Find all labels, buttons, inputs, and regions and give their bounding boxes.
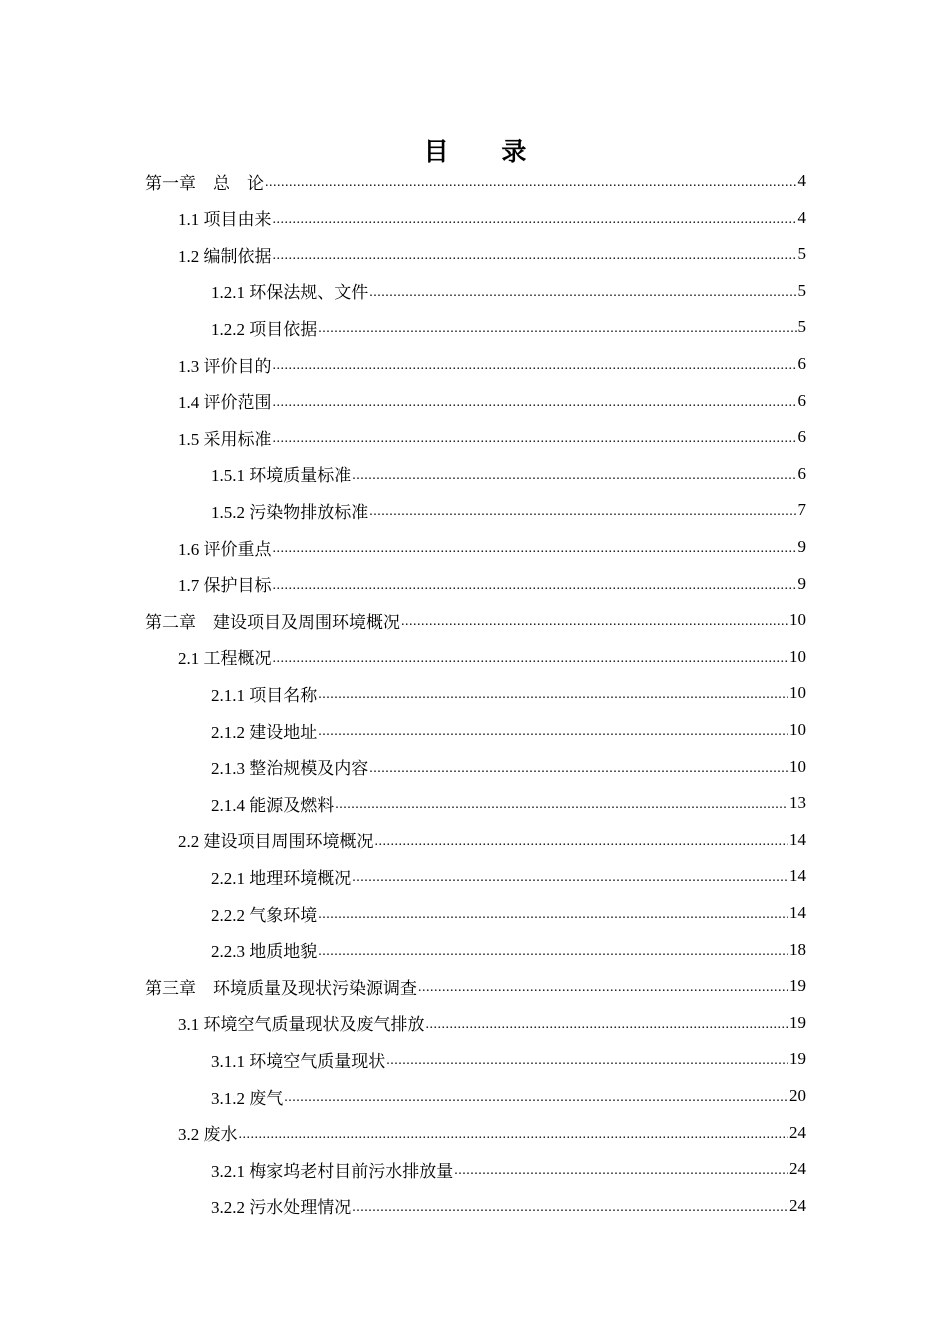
toc-entry-label: 2.2.3 地质地貌 [211,942,318,962]
toc-entry-label: 1.2.2 项目依据 [211,319,318,339]
toc-leader-dots [352,870,788,886]
toc-leader-dots [352,468,796,484]
toc-leader-dots [369,285,796,301]
toc-entry[interactable] [178,236,806,272]
toc-entry-label: 1.4 评价范围 [178,393,272,413]
toc-entry-page: 10 [789,646,806,666]
toc-entry-label: 2.1.1 项目名称 [211,685,318,705]
toc-entry[interactable] [178,566,806,602]
toc-entry-label: 2.1.3 整治规模及内容 [211,759,369,779]
toc-entry[interactable] [178,822,806,858]
toc-entry-label: 1.6 评价重点 [178,539,272,559]
toc-entry-label: 3.1 环境空气质量现状及废气排放 [178,1015,425,1035]
toc-leader-dots [426,1017,789,1033]
toc-leader-dots [375,834,789,850]
toc-leader-dots [401,614,788,630]
toc-entry[interactable] [178,1115,806,1151]
toc-entry[interactable] [178,1005,806,1041]
toc-entry-label: 3.1.1 环境空气质量现状 [211,1051,386,1071]
toc-leader-dots [273,358,797,374]
toc-entry-label: 2.2.2 气象环境 [211,905,318,925]
toc-entry-page: 9 [797,537,806,556]
toc-entry-page: 18 [789,939,806,959]
toc-entry[interactable] [211,1041,806,1077]
toc-entry-page: 24 [789,1195,806,1215]
toc-leader-dots [265,175,797,191]
toc-entry[interactable] [211,932,806,968]
toc-entry-page: 6 [797,390,806,410]
toc-entry-label: 第一章 总 论 [145,173,264,193]
toc-entry-label: 3.2.2 污水处理情况 [211,1198,352,1218]
toc-entry-label: 3.1.2 废气 [211,1088,284,1108]
toc-entry-page: 14 [789,866,806,886]
toc-entry-label: 第二章 建设项目及周围环境概况 [145,612,400,632]
toc-leader-dots [239,1127,789,1143]
toc-entry[interactable] [211,749,806,785]
toc-leader-dots [369,761,788,777]
toc-entry-page: 24 [789,1122,806,1142]
toc-entry-label: 1.5.2 污染物排放标准 [211,502,369,522]
toc-entry-page: 24 [789,1159,806,1179]
toc-entry[interactable] [211,1151,806,1187]
toc-entry-label: 1.7 保护目标 [178,576,272,596]
toc-entry-page: 6 [797,354,806,373]
toc-entry[interactable] [211,895,806,931]
toc-entry-label: 3.2 废水 [178,1125,238,1145]
toc-leader-dots [369,504,796,520]
toc-entry-page: 10 [789,610,806,630]
toc-entry-page: 4 [797,171,806,190]
toc-entry-label: 第三章 环境质量及现状污染源调查 [145,978,417,998]
toc-leader-dots [273,651,789,667]
toc-entry-page: 5 [797,317,806,337]
toc-entry[interactable] [211,309,806,345]
toc-entry[interactable] [211,1188,806,1224]
toc-leader-dots [273,541,797,557]
toc-entry-page: 13 [789,793,806,813]
toc-entry-page: 10 [789,683,806,703]
toc-entry-label: 2.1.2 建设地址 [211,722,318,742]
toc-entry-label: 1.5 采用标准 [178,429,272,449]
toc-entry-page: 19 [789,976,806,996]
toc-entry[interactable] [145,163,806,199]
toc-entry[interactable] [211,785,806,821]
toc-entry[interactable] [211,858,806,894]
toc-entry-label: 1.5.1 环境质量标准 [211,466,352,486]
toc-entry[interactable] [145,968,806,1004]
toc-leader-dots [273,578,797,594]
toc-leader-dots [273,212,797,228]
toc-entry-label: 2.2 建设项目周围环境概况 [178,832,374,852]
toc-leader-dots [318,907,788,923]
toc-entry-label: 1.2.1 环保法规、文件 [211,283,369,303]
toc-entry-label: 2.1.4 能源及燃料 [211,795,335,815]
toc-entry[interactable] [211,456,806,492]
toc-entry[interactable] [211,273,806,309]
toc-title: 目 录 [423,137,549,166]
toc-leader-dots [352,1200,788,1216]
toc-entry[interactable] [211,675,806,711]
toc-leader-dots [318,944,788,960]
toc-entry-page: 4 [797,207,806,227]
toc-entry-page: 5 [797,280,806,300]
toc-entry-label: 1.2 编制依据 [178,246,272,266]
toc-leader-dots [418,980,788,996]
toc-leader-dots [273,431,797,447]
toc-entry[interactable] [178,200,806,236]
toc-leader-dots [335,797,788,813]
toc-entry-page: 14 [789,829,806,849]
toc-entry-label: 2.2.1 地理环境概况 [211,868,352,888]
toc-entry[interactable] [145,602,806,638]
toc-leader-dots [284,1090,788,1106]
toc-entry-label: 2.1 工程概况 [178,649,272,669]
toc-entry-label: 1.1 项目由来 [178,210,272,230]
toc-entry[interactable] [178,529,806,565]
toc-entry[interactable] [178,639,806,675]
toc-entry-page: 6 [797,427,806,447]
toc-entry-page: 19 [789,1012,806,1032]
toc-entry[interactable] [211,492,806,528]
toc-entry-page: 5 [797,244,806,264]
toc-leader-dots [318,724,788,740]
toc-entry[interactable] [178,346,806,382]
toc-entry-page: 10 [789,756,806,776]
toc-entry-label: 3.2.1 梅家坞老村目前污水排放量 [211,1161,454,1181]
toc-entry[interactable] [178,383,806,419]
toc-entry[interactable] [211,1078,806,1114]
toc-leader-dots [318,321,796,337]
toc-entry[interactable] [178,419,806,455]
toc-entry-page: 19 [789,1049,806,1069]
toc-leader-dots [454,1163,788,1179]
toc-entry-page: 9 [797,573,806,593]
toc-entry-label: 1.3 评价目的 [178,356,272,376]
toc-entry-page: 10 [789,720,806,739]
toc-entry-page: 14 [789,903,806,922]
toc-entry[interactable] [211,712,806,748]
toc-entry-page: 7 [797,500,806,520]
toc-entry-page: 6 [797,463,806,483]
toc-leader-dots [273,248,797,264]
toc-leader-dots [386,1053,788,1069]
toc-leader-dots [318,687,788,703]
toc-entry-page: 20 [789,1086,806,1105]
toc-leader-dots [273,395,797,411]
